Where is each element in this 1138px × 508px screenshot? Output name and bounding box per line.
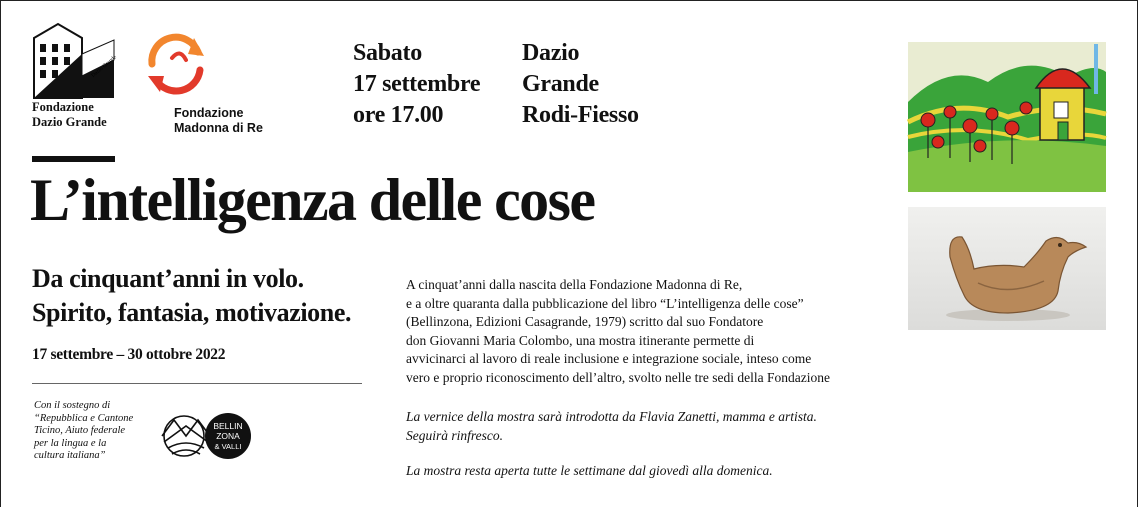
logo-name-line: Dazio Grande bbox=[32, 115, 107, 129]
dazio-grande-name bbox=[32, 100, 107, 130]
bz-logo-line: & VALLI bbox=[214, 442, 242, 451]
support-line: Ticino, Aiuto federale bbox=[34, 425, 126, 436]
subtitle-line: Spirito, fantasia, motivazione. bbox=[32, 298, 352, 327]
logo-name-line: Fondazione bbox=[174, 106, 244, 120]
logo-name-line: Madonna di Re bbox=[174, 121, 263, 135]
event-place-line: Grande bbox=[522, 71, 599, 97]
event-date: 17 settembre bbox=[353, 71, 481, 97]
subtitle bbox=[32, 262, 351, 330]
sculpture-image bbox=[908, 207, 1106, 330]
madonna-di-re-logo bbox=[142, 30, 210, 98]
support-line: cultura italiana” bbox=[34, 450, 106, 461]
logo-name-line: Fondazione bbox=[32, 100, 94, 114]
description bbox=[406, 276, 906, 387]
description-line: (Bellinzona, Edizioni Casagrande, 1979) scritto dal suo Fondatore bbox=[406, 314, 764, 329]
note-line: La mostra resta aperta tutte le settimane dal giovedì alla domenica. bbox=[406, 463, 773, 478]
description-line: avvicinarci al lavoro di reale inclusione e integrazione sociale, inteso come bbox=[406, 351, 812, 366]
exhibition-dates: 17 settembre – 30 ottobre 2022 bbox=[32, 346, 226, 363]
support-line: per la lingua e la bbox=[34, 437, 107, 449]
opening-note bbox=[406, 462, 773, 481]
painting-image bbox=[908, 42, 1106, 192]
divider bbox=[32, 383, 362, 384]
note-line: Seguirà rinfresco. bbox=[406, 427, 503, 443]
description-line: e a oltre quaranta dalla pubblicazione del libro “L’intelligenza delle cose” bbox=[406, 295, 804, 311]
bz-logo-line: ZONA bbox=[216, 431, 240, 441]
note-line: La vernice della mostra sarà introdotta da Flavia Zanetti, mamma e artista. bbox=[406, 409, 817, 424]
description-line: don Giovanni Maria Colombo, una mostra itinerante permette di bbox=[406, 332, 755, 348]
vernice-note bbox=[406, 408, 817, 445]
title-rule bbox=[32, 156, 115, 162]
page-title: L’intelligenza delle cose bbox=[30, 167, 595, 233]
support-note bbox=[34, 400, 144, 463]
description-line: vero e proprio riconoscimento dell’altro, svolto nelle tre sedi della Fondazione bbox=[406, 369, 830, 385]
subtitle-line: Da cinquant’anni in volo. bbox=[32, 264, 304, 293]
logo-sign-text: Dazio Grande bbox=[90, 54, 118, 79]
support-line: Con il sostegno di bbox=[34, 400, 111, 411]
event-where bbox=[522, 38, 639, 131]
description-line: A cinquat’anni dalla nascita della Fondazione Madonna di Re, bbox=[406, 277, 743, 292]
event-place-line: Rodi-Fiesso bbox=[522, 102, 639, 128]
bellinzona-valli-logo bbox=[158, 412, 254, 460]
event-time: ore 17.00 bbox=[353, 102, 444, 128]
madonna-di-re-name bbox=[174, 106, 263, 136]
bz-logo-line: BELLIN bbox=[213, 421, 243, 431]
support-line: “Repubblica e Cantone bbox=[34, 412, 134, 424]
event-when bbox=[353, 38, 480, 131]
dazio-grande-logo bbox=[34, 24, 118, 98]
event-place-line: Dazio bbox=[522, 40, 580, 66]
event-day: Sabato bbox=[353, 40, 422, 66]
